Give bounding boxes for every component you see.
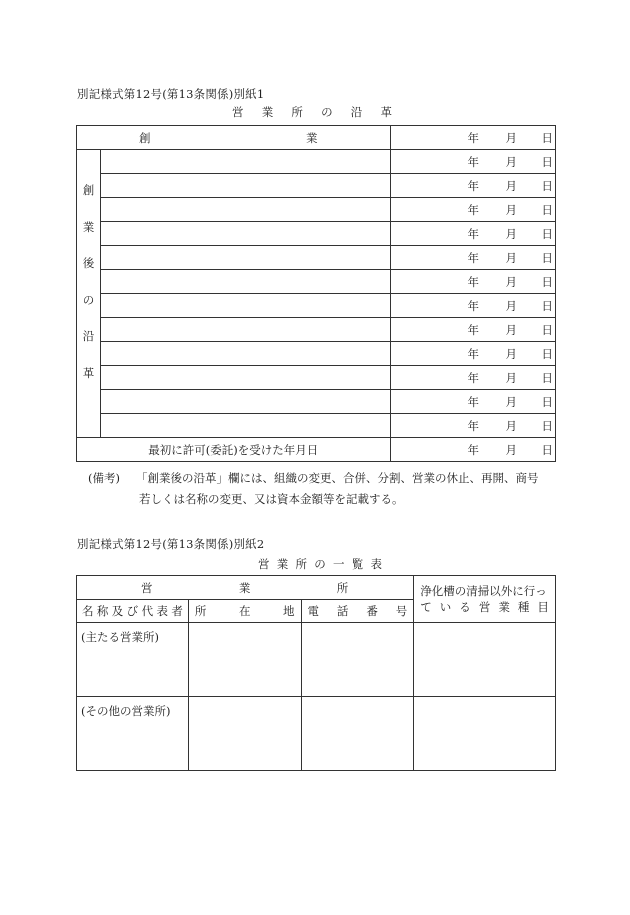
history-entry-field[interactable] [100, 366, 390, 390]
history-row [77, 174, 556, 198]
history-date-field[interactable]: 年 月 日 [390, 342, 556, 366]
history-row [77, 222, 556, 246]
form2-title: 営 業 所 の 一 覧 表 [258, 557, 382, 571]
history-date-field[interactable]: 年 月 日 [390, 390, 556, 414]
history-date-field[interactable]: 年 月 日 [390, 198, 556, 222]
office-header: 営 業 所 [77, 576, 414, 600]
history-entry-field[interactable] [100, 270, 390, 294]
history-row [77, 366, 556, 390]
other-office-business-field[interactable] [414, 697, 556, 771]
other-office-address-field[interactable] [188, 697, 301, 771]
note-label: (備考) [88, 471, 120, 485]
history-date-field[interactable]: 年 月 日 [390, 414, 556, 438]
form1-note [88, 468, 568, 510]
other-office-name-field[interactable]: (その他の営業所) [77, 697, 189, 771]
history-table [76, 125, 556, 462]
main-office-address-field[interactable] [188, 623, 301, 697]
first-permit-label: 最初に許可(委託)を受けた年月日 [77, 438, 391, 462]
note-line1: 「創業後の沿革」欄には、組織の変更、合併、分割、営業の休止、再開、商号 [135, 471, 539, 485]
history-row [77, 390, 556, 414]
history-entry-field[interactable] [100, 414, 390, 438]
history-date-field[interactable]: 年 月 日 [390, 294, 556, 318]
founding-row [77, 126, 556, 150]
note-line2: 若しくは名称の変更、又は資本金額等を記載する。 [139, 492, 404, 506]
history-entry-field[interactable] [100, 150, 390, 174]
main-office-row [77, 623, 556, 697]
history-row [77, 270, 556, 294]
form2-heading: 別記様式第12号(第13条関係)別紙2 [77, 537, 265, 551]
form1-heading: 別記様式第12号(第13条関係)別紙1 [77, 87, 265, 101]
form1-title: 営 業 所 の 沿 革 [232, 105, 392, 119]
founding-label: 創 業 [77, 126, 391, 150]
other-office-phone-field[interactable] [301, 697, 414, 771]
business-type-header: 浄化槽の清掃以外に行っ て い る 営 業 種 目 [414, 576, 556, 623]
history-date-field[interactable]: 年 月 日 [390, 318, 556, 342]
history-entry-field[interactable] [100, 318, 390, 342]
history-row [77, 198, 556, 222]
col-name-representative: 名 称 及 び 代 表 者 [77, 600, 189, 623]
history-date-field[interactable]: 年 月 日 [390, 174, 556, 198]
history-row [77, 318, 556, 342]
history-entry-field[interactable] [100, 174, 390, 198]
history-entry-field[interactable] [100, 198, 390, 222]
office-list-table [76, 575, 556, 771]
history-row [77, 150, 556, 174]
first-permit-row [77, 438, 556, 462]
history-vertical-label: 創 業 後 の 沿 革 [77, 150, 101, 438]
history-date-field[interactable]: 年 月 日 [390, 270, 556, 294]
history-date-field[interactable]: 年 月 日 [390, 246, 556, 270]
history-row [77, 342, 556, 366]
first-permit-date-field[interactable]: 年 月 日 [390, 438, 556, 462]
history-date-field[interactable]: 年 月 日 [390, 150, 556, 174]
history-date-field[interactable]: 年 月 日 [390, 222, 556, 246]
history-row [77, 246, 556, 270]
other-office-row [77, 697, 556, 771]
history-entry-field[interactable] [100, 342, 390, 366]
main-office-name-field[interactable]: (主たる営業所) [77, 623, 189, 697]
main-office-phone-field[interactable] [301, 623, 414, 697]
main-office-business-field[interactable] [414, 623, 556, 697]
office-header-row [77, 576, 556, 600]
history-entry-field[interactable] [100, 246, 390, 270]
history-entry-field[interactable] [100, 294, 390, 318]
history-row [77, 294, 556, 318]
col-address: 所 在 地 [188, 600, 301, 623]
history-date-field[interactable]: 年 月 日 [390, 366, 556, 390]
col-phone: 電 話 番 号 [301, 600, 414, 623]
history-entry-field[interactable] [100, 390, 390, 414]
history-row [77, 414, 556, 438]
history-entry-field[interactable] [100, 222, 390, 246]
founding-date-field[interactable]: 年 月 日 [390, 126, 556, 150]
